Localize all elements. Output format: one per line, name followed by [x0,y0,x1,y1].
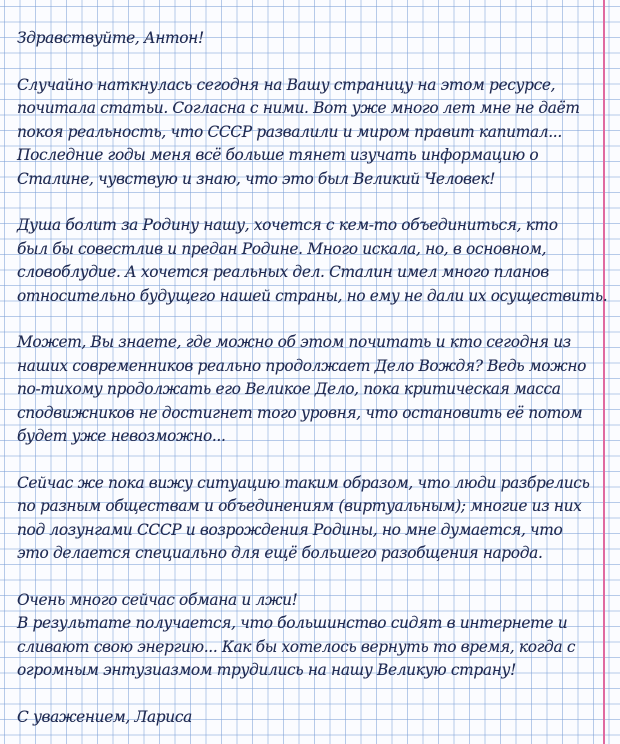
letter-line: был бы совестлив и предан Родине. Много искала, но, в основном, [17,239,547,258]
letter-line: это делается специально для ещё большего разобщения народа. [17,544,543,562]
letter-line: Сейчас же пока вижу ситуацию таким образом, что люди разбрелись [17,473,590,492]
letter-line: почитала статьи. Согласна с ними. Вот уже много лет мне не даёт [17,99,580,117]
letter-line: по-тихому продолжать его Великое Дело, пока критическая масса [17,380,561,398]
letter-line: огромным энтузиазмом трудились на нашу Великую страну! [17,661,516,679]
paragraph-4 [17,472,607,566]
paragraph-1 [17,74,607,192]
letter-signature: С уважением, Лариса [17,707,192,726]
handwritten-letter [17,27,607,729]
letter-line: сливают свою энергию... Как бы хотелось вернуть то время, когда с [17,637,576,656]
letter-line: сподвижников не достигнет того уровня, что остановить её потом [17,403,583,422]
letter-line: Очень много сейчас обмана и лжи! [17,590,298,609]
letter-line: Может, Вы знаете, где можно об этом почитать и кто сегодня из [17,333,571,351]
letter-line: будет уже невозможно... [17,427,226,445]
paragraph-2 [17,214,607,308]
letter-line: наших современников реально продолжает Дело Вождя? Ведь можно [17,356,587,375]
letter-line: Последние годы меня всё больше тянет изучать информацию о [17,146,539,164]
letter-line: Случайно наткнулась сегодня на Вашу страницу на этом ресурсе, [17,75,556,94]
letter-line: относительно будущего нашей страны, но ему не дали их осуществить. [17,286,608,305]
letter-line: под лозунгами СССР и возрождения Родины, но мне думается, что [17,520,563,539]
letter-line: Сталине, чувствую и знаю, что это был Великий Человек! [17,169,496,188]
letter-line: В результате получается, что большинство сидят в интернете и [17,614,568,632]
letter-line: Душа болит за Родину нашу, хочется с кем-то объединиться, кто [17,216,558,234]
paragraph-5 [17,589,607,683]
letter-greeting: Здравствуйте, Антон! [17,29,204,47]
paragraph-3 [17,331,607,449]
letter-line: словоблудие. А хочется реальных дел. Сталин имел много планов [17,263,549,281]
letter-line: покоя реальность, что СССР развалили и миром правит капитал... [17,122,562,141]
letter-line: по разным обществам и объединениям (виртуальным); многие из них [17,497,582,515]
